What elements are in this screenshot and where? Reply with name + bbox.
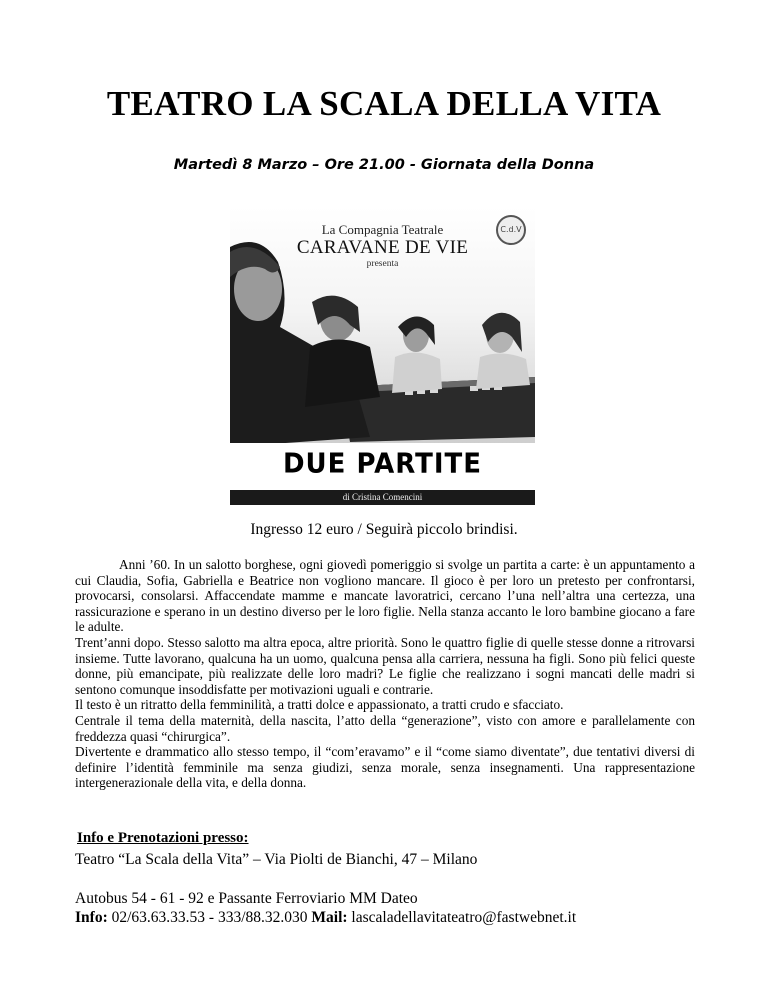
poster-image — [230, 207, 535, 505]
page-title: TEATRO LA SCALA DELLA VITA — [106, 84, 662, 123]
poster-company-intro: La Compagnia Teatrale — [321, 222, 444, 237]
mail-label: Mail: — [311, 909, 348, 926]
description-paragraph: Divertente e drammatico allo stesso tempo, il “com’eravamo” e il “come siamo diventate”, due tentativi diversi di definire l’identità femminile ma senza giudizi, senza morale, senza insegnamenti. Una rappresentazione intergenerazionale della vita, e della donna. — [75, 744, 695, 791]
company-logo-icon: C.d.V — [496, 215, 526, 245]
info-heading: Info e Prenotazioni presso: — [77, 830, 249, 846]
description-paragraph: Il testo è un ritratto della femminilità, a tratti dolce e appassionato, a tratti crudo e sfacciato. — [75, 697, 564, 713]
poster-author: di Cristina Comencini — [230, 490, 535, 505]
info-label: Info: — [75, 909, 108, 926]
poster-presents: presenta — [366, 259, 399, 269]
description-paragraph: Anni ’60. In un salotto borghese, ogni giovedì pomeriggio si svolge un partita a carte: è un appuntamento a cui Claudia, Sofia, Gabriella e Beatrice non vogliono mancare. Il gioco è per loro un pretesto per confrontarsi, provocarsi, consolarsi. Affaccendate mamme e mancate lavoratrici, cercano l’una nell’altra una certezza, una rassicurazione e sperano in un destino diverso per le loro figlie. Nella stanza accanto le loro bambine giocano a fare le adulte. — [75, 557, 695, 635]
poster-play-title: DUE PARTITE — [282, 448, 483, 480]
ticket-info: Ingresso 12 euro / Seguirà piccolo brindisi. — [250, 521, 518, 538]
transport-info: Autobus 54 - 61 - 92 e Passante Ferroviario MM Dateo — [75, 890, 418, 907]
venue-address: Teatro “La Scala della Vita” – Via Piolti de Bianchi, 47 – Milano — [75, 851, 478, 868]
event-date-line: Martedì 8 Marzo – Ore 21.00 - Giornata della Donna — [173, 157, 595, 173]
description-paragraph: Centrale il tema della maternità, della nascita, l’atto della “generazione”, visto con amore e parallelamente con freddezza quasi “chirurgica”. — [75, 712, 695, 744]
description — [75, 557, 695, 791]
phone-numbers: 02/63.63.33.53 - 333/88.32.030 — [107, 909, 312, 926]
description-paragraph: Trent’anni dopo. Stesso salotto ma altra epoca, altre priorità. Sono le quattro figlie di quelle stesse donne a ritrovarsi insieme. Tutte lavorano, qualcuna ha un uomo, qualcuna pensa alla carriera, nessuna ha figli. Sono più felici queste donne, più emancipate, più realizzate delle loro madri? Le figlie che realizzano i sogni mancati delle madri si sentono comunque insoddisfatte per motivazioni uguali e contrarie. — [75, 634, 695, 697]
poster-company-name: CARAVANE DE VIE — [296, 237, 469, 258]
contact-line — [75, 909, 576, 927]
email-address[interactable]: lascaladellavitateatro@fastwebnet.it — [347, 909, 577, 926]
